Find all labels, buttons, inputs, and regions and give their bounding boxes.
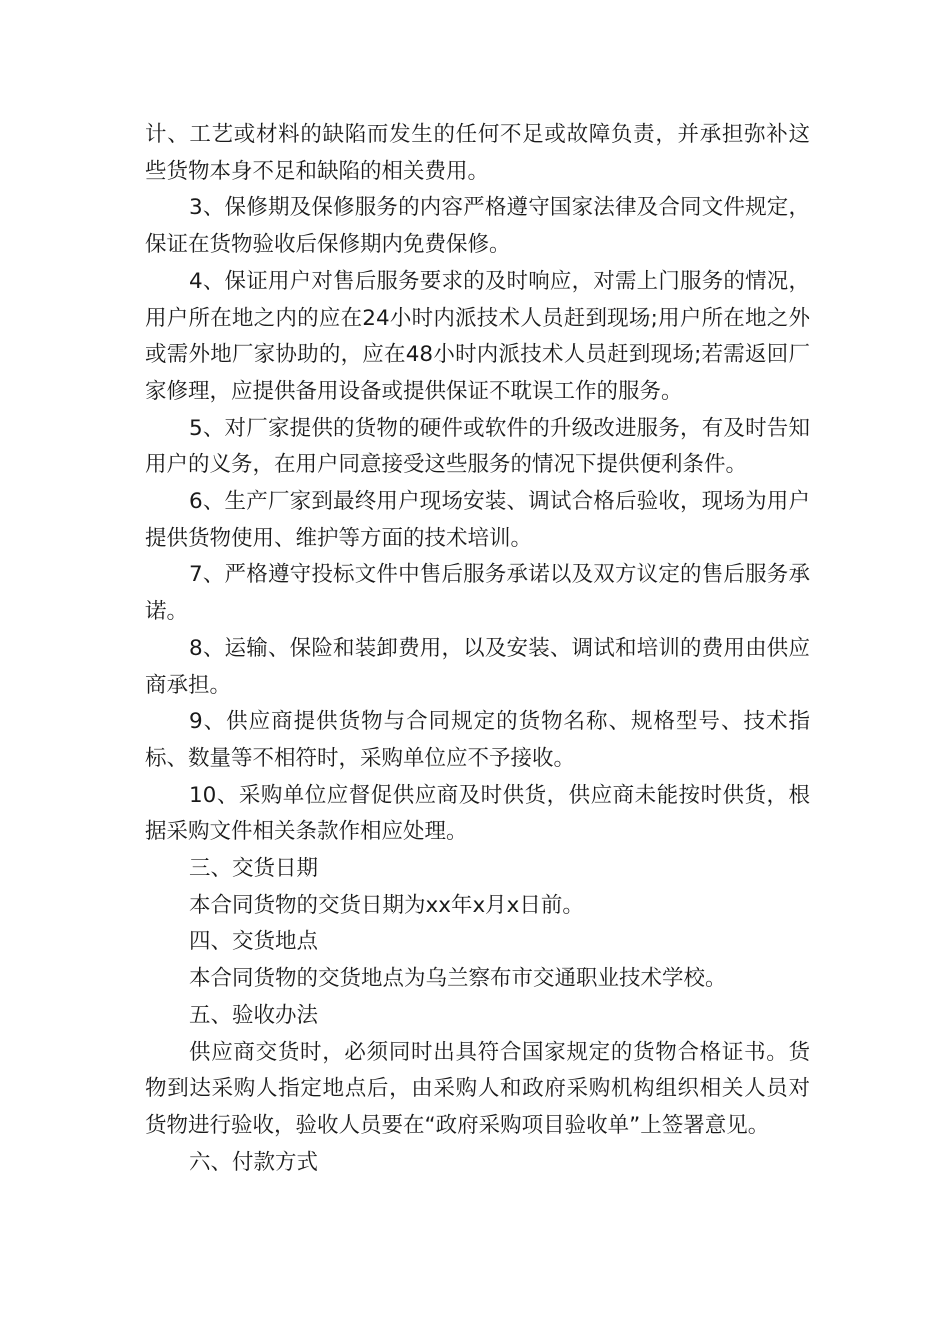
clause-9: 9、供应商提供货物与合同规定的货物名称、规格型号、技术指标、数量等不相符时，采购单位应不予接收。 bbox=[145, 709, 810, 771]
section-heading-payment: 六、付款方式 bbox=[189, 1149, 319, 1175]
paragraph-continuation: 计、工艺或材料的缺陷而发生的任何不足或故障负责，并承担弥补这些货物本身不足和缺陷的相关费用。 bbox=[145, 122, 810, 184]
clause-7: 7、严格遵守投标文件中售后服务承诺以及双方议定的售后服务承诺。 bbox=[145, 562, 810, 625]
acceptance-text: 供应商交货时，必须同时出具符合国家规定的货物合格证书。货物到达采购人指定地点后，由采购人和政府采购机构组织相关人员对货物进行验收，验收人员要在“政府采购项目验收单”上签署意见。 bbox=[145, 1039, 810, 1138]
clause-10: 10、采购单位应督促供应商及时供货，供应商未能按时供货，根据采购文件相关条款作相应处理。 bbox=[145, 782, 810, 845]
document-page bbox=[145, 117, 810, 1181]
section-heading-delivery-location: 四、交货地点 bbox=[189, 929, 319, 955]
delivery-date-text: 本合同货物的交货日期为xx年x月x日前。 bbox=[189, 892, 584, 918]
delivery-location-text: 本合同货物的交货地点为乌兰察布市交通职业技术学校。 bbox=[189, 966, 727, 992]
section-heading-acceptance: 五、验收办法 bbox=[189, 1002, 319, 1028]
clause-4: 4、保证用户对售后服务要求的及时响应，对需上门服务的情况，用户所在地之内的应在24小时内派技术人员赶到现场;用户所在地之外或需外地厂家协助的，应在48小时内派技术人员赶到现场;若需返回厂家修理，应提供备用设备或提供保证不耽误工作的服务。 bbox=[145, 268, 810, 404]
clause-5: 5、对厂家提供的货物的硬件或软件的升级改进服务，有及时告知用户的义务，在用户同意接受这些服务的情况下提供便利条件。 bbox=[145, 415, 810, 478]
section-heading-delivery-date: 三、交货日期 bbox=[189, 856, 319, 882]
clause-3: 3、保修期及保修服务的内容严格遵守国家法律及合同文件规定，保证在货物验收后保修期内免费保修。 bbox=[145, 195, 810, 258]
clause-6: 6、生产厂家到最终用户现场安装、调试合格后验收，现场为用户提供货物使用、维护等方面的技术培训。 bbox=[145, 489, 810, 551]
clause-8: 8、运输、保险和装卸费用，以及安装、调试和培训的费用由供应商承担。 bbox=[145, 635, 810, 698]
